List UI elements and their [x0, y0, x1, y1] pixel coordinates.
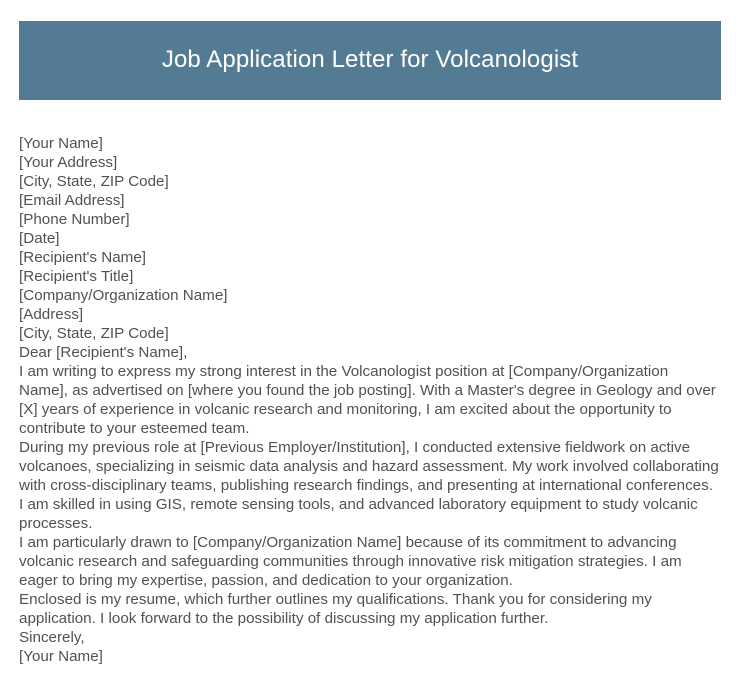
body-paragraph-4: Enclosed is my resume, which further outlines my qualifications. Thank you for considering my application. I look forward to the possibility of discussing my application further. — [19, 591, 652, 627]
signature-name: [Your Name] — [19, 648, 103, 665]
page-title: Job Application Letter for Volcanologist — [161, 46, 579, 74]
letter-content — [19, 134, 720, 666]
sender-address-block — [19, 134, 720, 248]
document-header-banner — [19, 21, 721, 100]
sender-line-city-state-zip: [City, State, ZIP Code] — [19, 173, 169, 190]
recipient-line-city-state-zip: [City, State, ZIP Code] — [19, 325, 169, 342]
salutation: Dear [Recipient's Name], — [19, 344, 188, 361]
recipient-line-name: [Recipient's Name] — [19, 249, 146, 266]
sender-line-name: [Your Name] — [19, 135, 103, 152]
recipient-line-title: [Recipient's Title] — [19, 268, 134, 285]
sender-line-email: [Email Address] — [19, 192, 125, 209]
sender-line-date: [Date] — [19, 230, 60, 247]
body-paragraph-2: During my previous role at [Previous Employer/Institution], I conducted extensive fieldwork on active volcanoes, specializing in seismic data analysis and hazard assessment. My work involved collaborating with cross-disciplinary teams, publishing research findings, and presenting at international conferences. I am skilled in using GIS, remote sensing tools, and advanced laboratory equipment to study volcanic processes. — [19, 439, 719, 532]
closing-salutation: Sincerely, — [19, 629, 85, 646]
recipient-line-company: [Company/Organization Name] — [19, 287, 228, 304]
sender-line-address: [Your Address] — [19, 154, 118, 171]
recipient-line-address: [Address] — [19, 306, 84, 323]
recipient-address-block — [19, 248, 720, 343]
body-paragraph-1: I am writing to express my strong interest in the Volcanologist position at [Company/Organization Name], as advertised on [where you found the job posting]. With a Master's degree in Geology and over [X] years of experience in volcanic research and monitoring, I am excited about the opportunity to contribute to your esteemed team. — [19, 363, 716, 437]
body-paragraph-3: I am particularly drawn to [Company/Organization Name] because of its commitment to advancing volcanic research and safeguarding communities through innovative risk mitigation strategies. I am eager to bring my expertise, passion, and dedication to your organization. — [19, 534, 682, 589]
sender-line-phone: [Phone Number] — [19, 211, 130, 228]
